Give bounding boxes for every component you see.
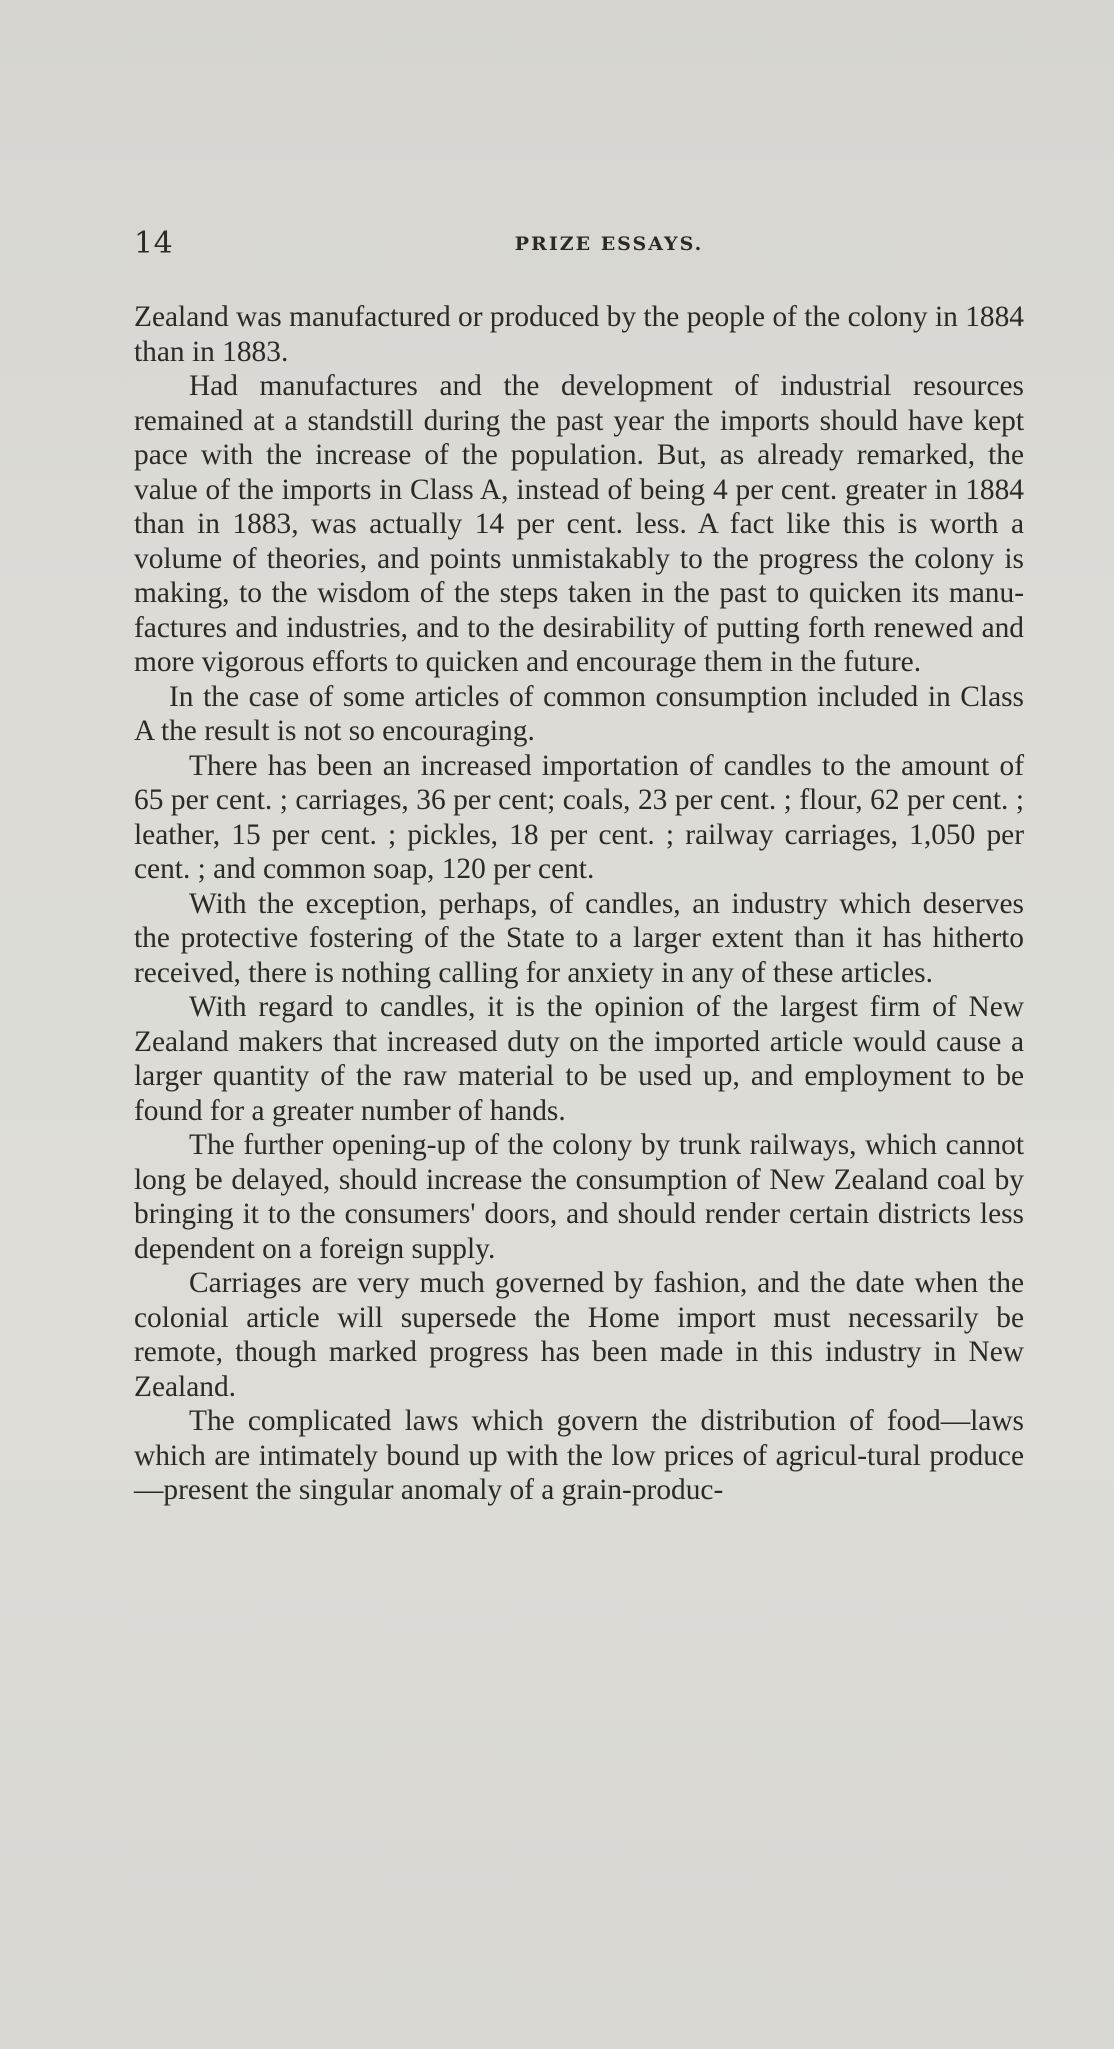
paragraph: In the case of some articles of common consumption included in Class A the result is not so encouraging. xyxy=(134,680,1024,747)
paragraph: Carriages are very much governed by fashion, and the date when the colonial article will supersede the Home import must necessarily be remote, though marked progress has been made in this industry in New Zealand. xyxy=(134,1267,1024,1403)
paragraph: With regard to candles, it is the opinion of the largest firm of New Zealand makers that increased duty on the imported article would cause a larger quantity of the raw material to be used up, and employment to be found for a greater number of hands. xyxy=(134,991,1024,1127)
paragraph: With the exception, perhaps, of candles, an industry which deserves the protective fostering of the State to a larger extent than it has hitherto received, there is nothing calling for anxiety in any of these articles. xyxy=(134,887,1024,989)
running-title: PRIZE ESSAYS. xyxy=(514,233,704,255)
paragraph: There has been an increased importation of candles to the amount of 65 per cent. ; carriages, 36 per cent; coals, 23 per cent. ; flour, 62 per cent. ; leather, 15 per cent. ; pickles, 18 per cent. ; railway carriages, 1,050 per cent. ; and common soap, 120 per cent. xyxy=(134,749,1024,885)
paragraph: Had manufactures and the development of industrial resources remained at a standstill during the past year the imports should have kept pace with the increase of the population. But, as already remarked, the value of the imports in Class A, instead of being 4 per cent. greater in 1884 than in 1883, was actually 14 per cent. less. A fact like this is worth a volume of theories, and points unmistakably to the progress the colony is making, to the wisdom of the steps taken in the past to quicken its manu-factures and industries, and to the desirability of putting forth renewed and more vigorous efforts to quicken and encourage them in the future. xyxy=(134,370,1024,678)
page-number: 14 xyxy=(134,226,174,261)
paragraph-continuation: Zealand was manufactured or produced by the people of the colony in 1884 than in 1883. xyxy=(134,301,1024,368)
page-header xyxy=(134,226,1024,266)
paragraph: The complicated laws which govern the distribution of food—laws which are intimately bound up with the low prices of agricul-tural produce—present the singular anomaly of a grain-produc- xyxy=(134,1405,1024,1506)
paragraph: The further opening-up of the colony by trunk railways, which cannot long be delayed, should increase the consumption of New Zealand coal by bringing it to the consumers' doors, and should render certain districts less dependent on a foreign supply. xyxy=(134,1129,1024,1265)
body-text xyxy=(134,300,1024,1508)
